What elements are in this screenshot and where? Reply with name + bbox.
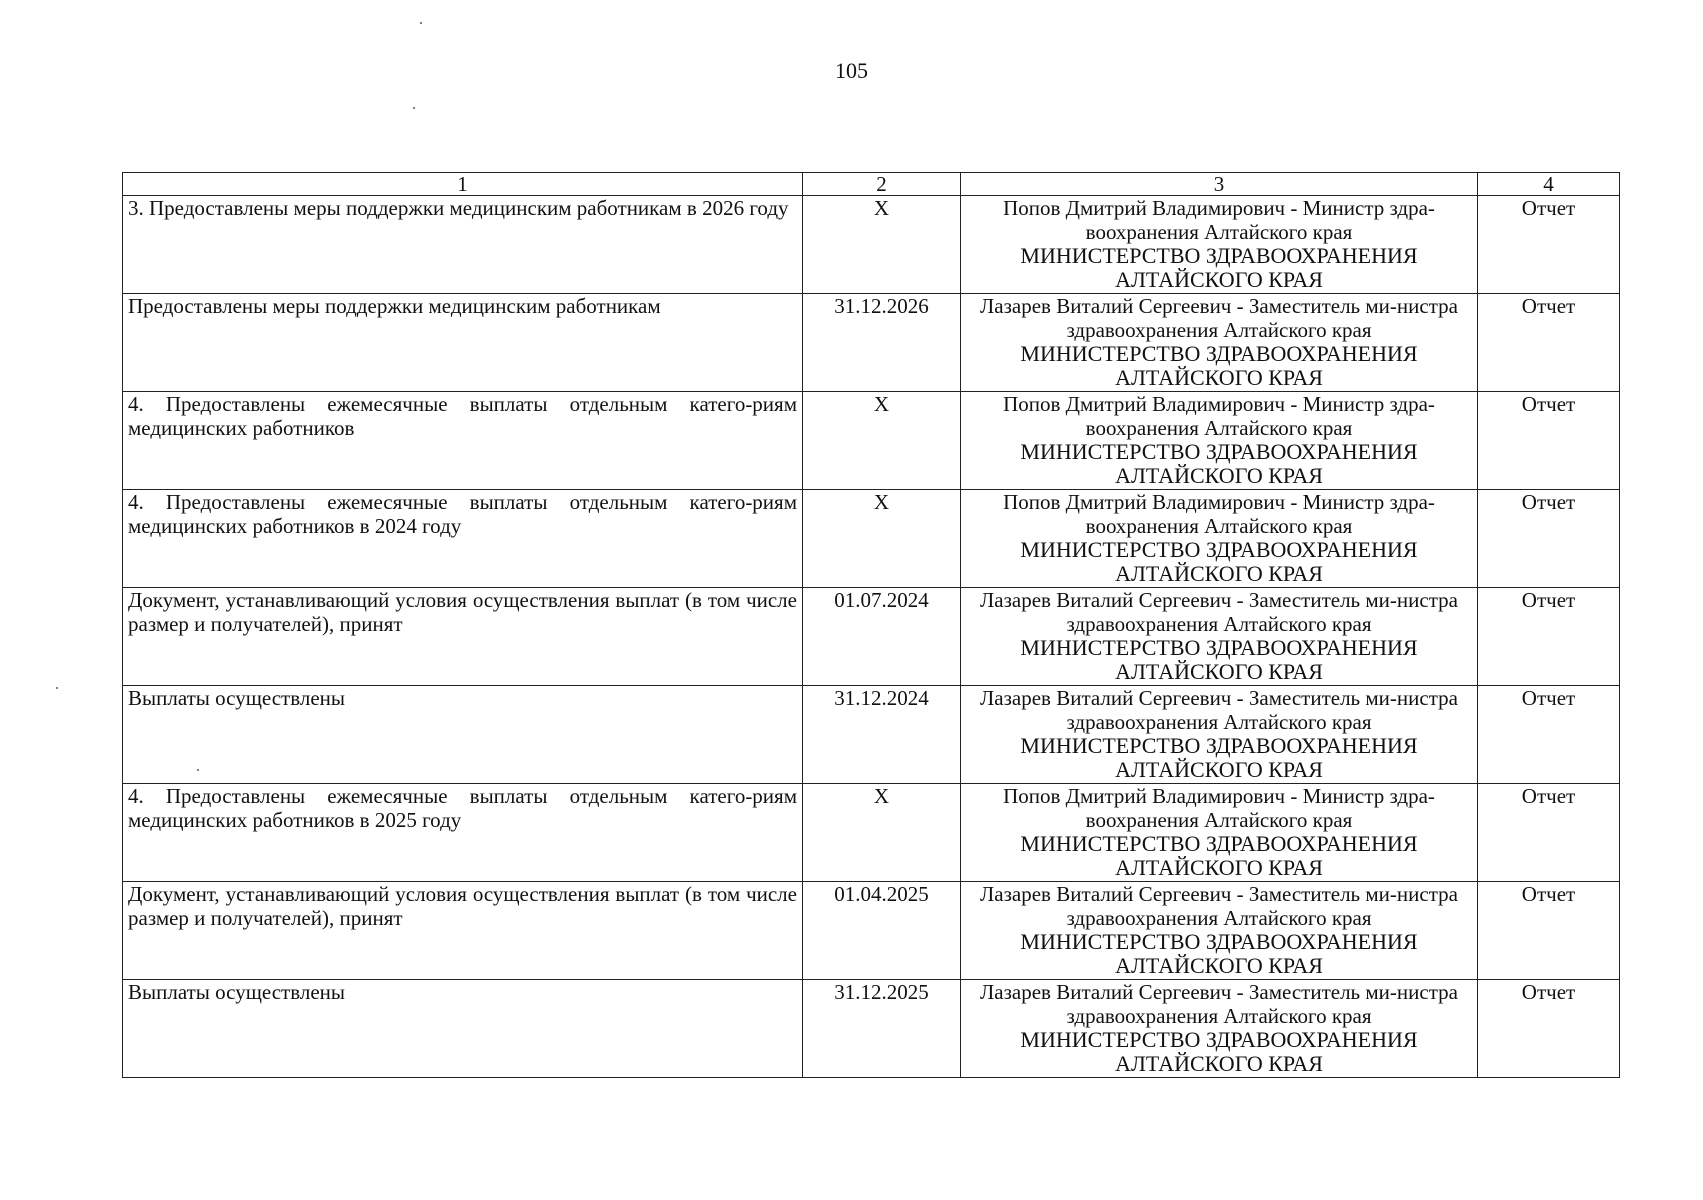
result-cell: 3. Предоставлены меры поддержки медицинским работникам в 2026 году <box>123 196 803 294</box>
responsible-organization: МИНИСТЕРСТВО ЗДРАВООХРАНЕНИЯ АЛТАЙСКОГО КРАЯ <box>1020 635 1418 684</box>
due-date-cell: 31.12.2024 <box>803 686 961 784</box>
table-row <box>123 294 1620 392</box>
document-type-cell: Отчет <box>1478 784 1620 882</box>
due-date-cell: 01.04.2025 <box>803 882 961 980</box>
responsible-organization: МИНИСТЕРСТВО ЗДРАВООХРАНЕНИЯ АЛТАЙСКОГО КРАЯ <box>1020 929 1418 978</box>
table-row <box>123 196 1620 294</box>
due-date-cell: X <box>803 490 961 588</box>
responsible-organization: МИНИСТЕРСТВО ЗДРАВООХРАНЕНИЯ АЛТАЙСКОГО КРАЯ <box>1020 831 1418 880</box>
responsible-person: Лазарев Виталий Сергеевич - Заместитель ми-нистра здравоохранения Алтайского края <box>980 588 1458 636</box>
column-header: 2 <box>803 173 961 196</box>
responsible-cell <box>961 392 1478 490</box>
document-type-cell: Отчет <box>1478 196 1620 294</box>
table-row <box>123 588 1620 686</box>
responsible-cell <box>961 490 1478 588</box>
responsible-person: Лазарев Виталий Сергеевич - Заместитель ми-нистра здравоохранения Алтайского края <box>980 980 1458 1028</box>
responsible-cell <box>961 196 1478 294</box>
plan-table <box>122 172 1620 1078</box>
due-date-cell: X <box>803 196 961 294</box>
result-cell: 4. Предоставлены ежемесячные выплаты отдельным катего-риям медицинских работников в 2025 году <box>123 784 803 882</box>
responsible-person: Лазарев Виталий Сергеевич - Заместитель ми-нистра здравоохранения Алтайского края <box>980 882 1458 930</box>
table-body <box>123 196 1620 1078</box>
result-cell: Выплаты осуществлены <box>123 980 803 1078</box>
responsible-cell <box>961 686 1478 784</box>
result-cell: Выплаты осуществлены <box>123 686 803 784</box>
due-date-cell: X <box>803 392 961 490</box>
document-type-cell: Отчет <box>1478 392 1620 490</box>
due-date-cell: 01.07.2024 <box>803 588 961 686</box>
column-header: 3 <box>961 173 1478 196</box>
responsible-person: Лазарев Виталий Сергеевич - Заместитель ми-нистра здравоохранения Алтайского края <box>980 294 1458 342</box>
table-row <box>123 980 1620 1078</box>
document-type-cell: Отчет <box>1478 882 1620 980</box>
table-row <box>123 490 1620 588</box>
responsible-cell <box>961 980 1478 1078</box>
scan-speck <box>413 107 415 109</box>
table-row <box>123 882 1620 980</box>
result-cell: Документ, устанавливающий условия осуществления выплат (в том числе размер и получателей), принят <box>123 588 803 686</box>
table-row <box>123 686 1620 784</box>
responsible-person: Попов Дмитрий Владимирович - Министр здра-воохранения Алтайского края <box>1003 196 1435 244</box>
table-header-row <box>123 173 1620 196</box>
responsible-cell <box>961 588 1478 686</box>
result-cell: 4. Предоставлены ежемесячные выплаты отдельным катего-риям медицинских работников в 2024 году <box>123 490 803 588</box>
responsible-organization: МИНИСТЕРСТВО ЗДРАВООХРАНЕНИЯ АЛТАЙСКОГО КРАЯ <box>1020 243 1418 292</box>
responsible-organization: МИНИСТЕРСТВО ЗДРАВООХРАНЕНИЯ АЛТАЙСКОГО КРАЯ <box>1020 733 1418 782</box>
responsible-cell <box>961 882 1478 980</box>
document-type-cell: Отчет <box>1478 490 1620 588</box>
responsible-person: Попов Дмитрий Владимирович - Министр здра-воохранения Алтайского края <box>1003 392 1435 440</box>
result-cell: Документ, устанавливающий условия осуществления выплат (в том числе размер и получателей), принят <box>123 882 803 980</box>
column-header: 4 <box>1478 173 1620 196</box>
due-date-cell: 31.12.2026 <box>803 294 961 392</box>
responsible-cell <box>961 784 1478 882</box>
scan-speck <box>420 22 422 24</box>
document-type-cell: Отчет <box>1478 588 1620 686</box>
scan-speck <box>56 687 58 689</box>
page-number: 105 <box>835 58 868 83</box>
responsible-organization: МИНИСТЕРСТВО ЗДРАВООХРАНЕНИЯ АЛТАЙСКОГО КРАЯ <box>1020 341 1418 390</box>
table-row <box>123 784 1620 882</box>
result-cell: 4. Предоставлены ежемесячные выплаты отдельным катего-риям медицинских работников <box>123 392 803 490</box>
responsible-person: Попов Дмитрий Владимирович - Министр здра-воохранения Алтайского края <box>1003 490 1435 538</box>
result-cell: Предоставлены меры поддержки медицинским работникам <box>123 294 803 392</box>
document-type-cell: Отчет <box>1478 294 1620 392</box>
due-date-cell: 31.12.2025 <box>803 980 961 1078</box>
responsible-cell <box>961 294 1478 392</box>
responsible-person: Лазарев Виталий Сергеевич - Заместитель ми-нистра здравоохранения Алтайского края <box>980 686 1458 734</box>
responsible-organization: МИНИСТЕРСТВО ЗДРАВООХРАНЕНИЯ АЛТАЙСКОГО КРАЯ <box>1020 537 1418 586</box>
responsible-person: Попов Дмитрий Владимирович - Министр здра-воохранения Алтайского края <box>1003 784 1435 832</box>
table-row <box>123 392 1620 490</box>
document-type-cell: Отчет <box>1478 980 1620 1078</box>
document-type-cell: Отчет <box>1478 686 1620 784</box>
column-header: 1 <box>123 173 803 196</box>
responsible-organization: МИНИСТЕРСТВО ЗДРАВООХРАНЕНИЯ АЛТАЙСКОГО КРАЯ <box>1020 439 1418 488</box>
due-date-cell: X <box>803 784 961 882</box>
responsible-organization: МИНИСТЕРСТВО ЗДРАВООХРАНЕНИЯ АЛТАЙСКОГО КРАЯ <box>1020 1027 1418 1076</box>
